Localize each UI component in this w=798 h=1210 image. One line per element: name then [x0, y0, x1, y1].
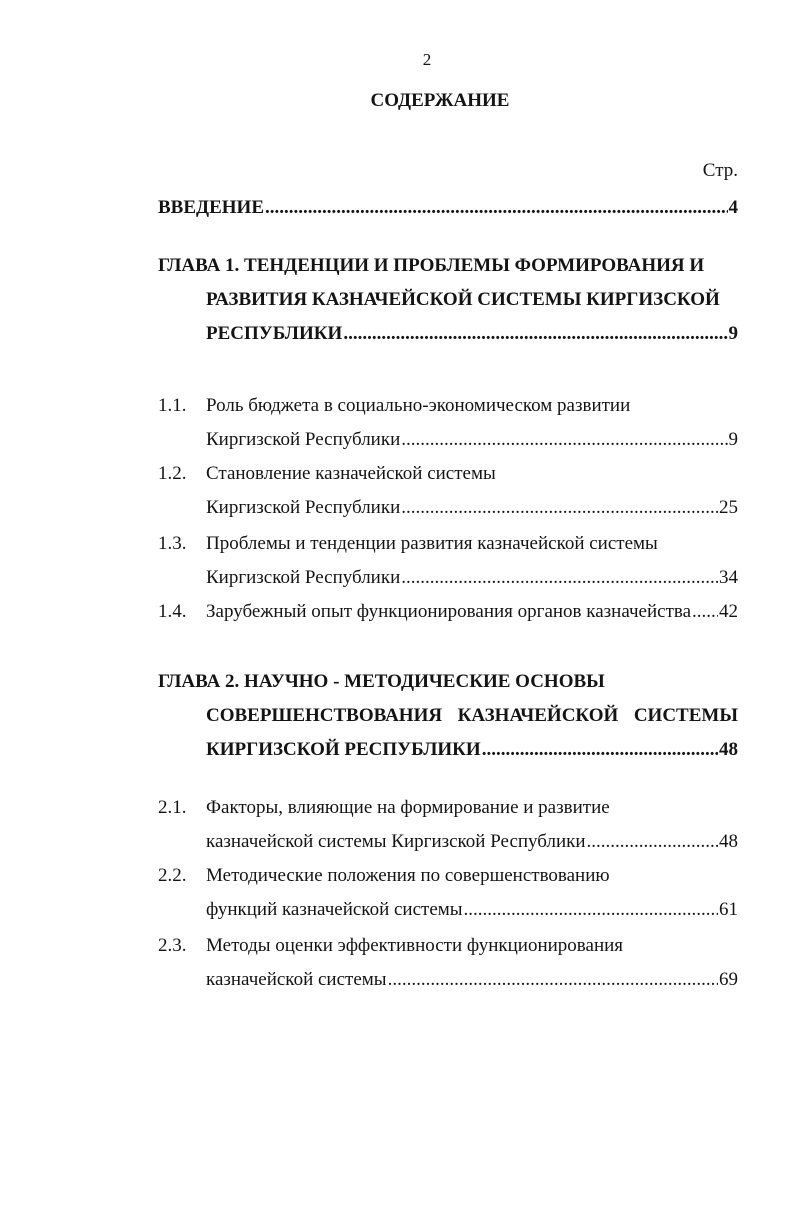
chapter2-page: 48: [719, 739, 738, 760]
section-title-line1[interactable]: [206, 796, 610, 820]
dot-leader: [388, 968, 718, 992]
section-title-text: Роль бюджета в социально-экономическом развитии: [206, 395, 631, 416]
section-page: 48: [719, 831, 738, 852]
section-number: 2.1.: [158, 797, 187, 818]
dot-leader: [343, 322, 727, 346]
toc-entry-introduction[interactable]: [158, 196, 738, 220]
section-title-text: Киргизской Республики: [206, 429, 401, 450]
toc-entry-chapter2[interactable]: [206, 738, 738, 762]
toc-title: СОДЕРЖАНИЕ: [370, 90, 510, 111]
section-title-line1[interactable]: [206, 934, 623, 958]
section-title-text: казначейской системы: [206, 969, 387, 990]
section-number: 2.2.: [158, 865, 187, 886]
section-page: 9: [728, 429, 738, 450]
section-title-text: функций казначейской системы: [206, 899, 463, 920]
section-page: 34: [719, 567, 738, 588]
chapter1-heading-line2[interactable]: [206, 288, 720, 312]
dot-leader: [464, 898, 718, 922]
toc-entry-section[interactable]: [206, 830, 738, 854]
chapter2-title-word: СОВЕРШЕНСТВОВАНИЯ: [206, 705, 443, 726]
section-number: 1.2.: [158, 463, 187, 484]
section-number: 1.4.: [158, 601, 187, 622]
chapter2-title-word: КАЗНАЧЕЙСКОЙ: [457, 705, 619, 726]
section-title-text: Методические положения по совершенствованию: [206, 865, 610, 886]
section-title-line1[interactable]: [206, 394, 630, 418]
section-title-line1[interactable]: [206, 462, 496, 486]
dot-leader: [692, 600, 718, 624]
section-number: 1.1.: [158, 395, 187, 416]
toc-entry-section[interactable]: [206, 898, 738, 922]
section-page: 25: [719, 497, 738, 518]
page-column-label: Стр.: [702, 160, 738, 181]
introduction-page: 4: [728, 197, 738, 218]
toc-entry-section[interactable]: [206, 968, 738, 992]
section-number: 2.3.: [158, 935, 187, 956]
toc-entry-section[interactable]: [206, 566, 738, 590]
section-title-line1[interactable]: [206, 864, 610, 888]
section-title-text: Проблемы и тенденции развития казначейской системы: [206, 533, 658, 554]
section-number: 1.3.: [158, 533, 187, 554]
dot-leader: [401, 428, 727, 452]
section-title-text: Факторы, влияющие на формирование и развитие: [206, 797, 610, 818]
dot-leader: [265, 196, 728, 220]
section-title-text: казначейской системы Киргизской Республики: [206, 831, 586, 852]
section-page: 42: [719, 601, 738, 622]
page-number: 2: [422, 50, 432, 69]
chapter2-heading-line1[interactable]: [158, 670, 605, 694]
chapter2-title-word: СИСТЕМЫ: [633, 705, 738, 726]
toc-entry-section[interactable]: [206, 600, 738, 624]
chapter2-title-line1: ГЛАВА 2. НАУЧНО - МЕТОДИЧЕСКИЕ ОСНОВЫ: [158, 671, 605, 692]
toc-entry-section[interactable]: [206, 496, 738, 520]
chapter1-title-line1: ГЛАВА 1. ТЕНДЕНЦИИ И ПРОБЛЕМЫ ФОРМИРОВАНИЯ И: [158, 255, 705, 276]
section-page: 61: [719, 899, 738, 920]
chapter1-page: 9: [728, 323, 738, 344]
chapter1-heading-line1[interactable]: [158, 254, 704, 278]
section-title-text: Становление казначейской системы: [206, 463, 496, 484]
section-title-text: Киргизской Республики: [206, 497, 401, 518]
toc-entry-chapter1[interactable]: [206, 322, 738, 346]
section-page: 69: [719, 969, 738, 990]
chapter1-title-line3: РЕСПУБЛИКИ: [206, 323, 343, 344]
chapter1-title-line2: РАЗВИТИЯ КАЗНАЧЕЙСКОЙ СИСТЕМЫ КИРГИЗСКОЙ: [206, 289, 720, 310]
section-title-line1[interactable]: [206, 532, 658, 556]
section-title-text: Зарубежный опыт функционирования органов казначейства: [206, 601, 692, 622]
dot-leader: [401, 496, 718, 520]
dot-leader: [482, 738, 718, 762]
toc-entry-section[interactable]: [206, 428, 738, 452]
section-title-text: Методы оценки эффективности функционирования: [206, 935, 624, 956]
introduction-label: ВВЕДЕНИЕ: [158, 197, 264, 218]
section-title-text: Киргизской Республики: [206, 567, 401, 588]
chapter2-title-line3: КИРГИЗСКОЙ РЕСПУБЛИКИ: [206, 739, 481, 760]
dot-leader: [401, 566, 718, 590]
dot-leader: [587, 830, 718, 854]
chapter2-heading-line2[interactable]: [206, 704, 738, 728]
